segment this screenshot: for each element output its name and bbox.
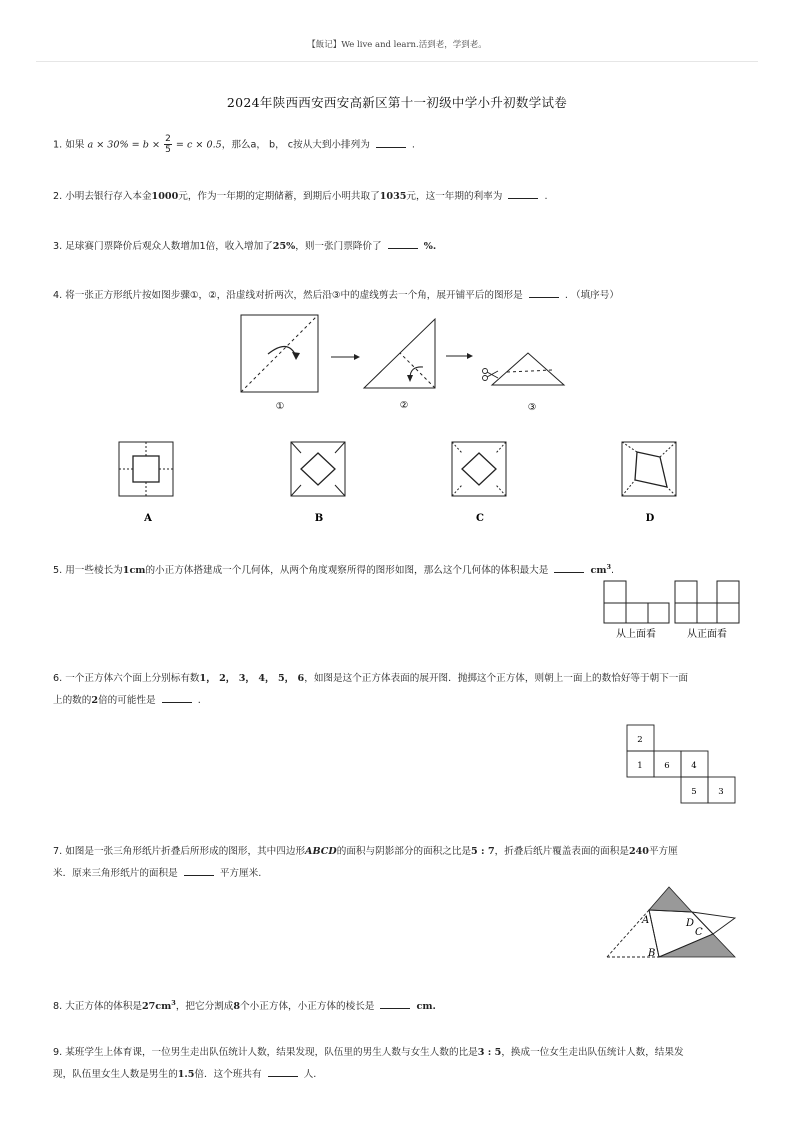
question-7-line-1 [53,841,743,863]
step2-fold-line [400,353,435,388]
net-label-3: 3 [718,787,724,797]
question-1 [53,134,743,157]
q3-answer-blank[interactable] [388,239,418,249]
step2-arrowhead [407,375,413,382]
q5-v1: 1cm [122,565,146,577]
q7-line1-mid: 的面积与阴影部分的面积之比是 [336,846,472,857]
q8-v1: 27cm [141,1001,172,1013]
option-b-label[interactable]: B [314,513,324,524]
question-2 [53,186,743,208]
question-4 [53,285,743,307]
q3-tail: ，则一张门票降价了 [295,241,382,252]
point-c-label: C [695,927,703,938]
q2-answer-blank[interactable] [508,189,538,199]
q5-answer-blank[interactable] [554,563,584,573]
q1-answer-blank[interactable] [376,138,406,148]
step1-arrowhead [292,352,300,360]
q6-cube-net-figure [620,720,740,808]
q7-area: 240 [628,846,649,857]
q1-end: . [411,139,415,151]
step-arrow-2-head [467,353,473,359]
q2-pre: 2. 小明去银行存入本金 [53,191,152,202]
page-title: 2024年陕西西安西安高新区第十一初级中学小升初数学试卷 [226,95,568,110]
q6-v2: 2 [91,695,99,706]
view1-label: 从上面看 [616,629,656,640]
q1-tail: ，那么a， b， c按从大到小排列为 [221,139,370,151]
header-rule [36,61,758,62]
question-9-line-1 [53,1042,743,1064]
option-d-figure[interactable] [622,442,676,496]
q4-options-figure [110,435,685,530]
q6-line1-pre: 6. 一个正方体六个面上分别标有数 [53,673,200,684]
step3-triangle [492,353,564,385]
q8-answer-blank[interactable] [380,999,410,1009]
q9-v2: 1.5 [177,1069,195,1080]
q9-line1-tail: ，换成一位女生走出队伍统计人数，结果发 [501,1047,684,1058]
q8-v1-sup: 3 [171,999,176,1007]
q9-answer-blank[interactable] [268,1067,298,1077]
q3-v1: 25% [272,241,296,252]
net-label-6: 6 [664,761,670,771]
step1-fold-line [241,315,318,392]
q6-line2-tail: 倍的可能性是 [98,695,156,706]
q6-answer-blank[interactable] [162,693,192,703]
question-3 [53,236,743,258]
question-6-line-2 [53,690,743,712]
q5-unit: cm [590,565,607,577]
step2-label: ② [399,400,409,411]
q6-nums: 1， 2， 3， 4， 5， 6 [199,673,305,684]
q9-end: 人. [303,1069,317,1080]
q1-eq-a: a × 30% = b × [87,139,161,151]
option-a-figure[interactable] [119,442,173,496]
option-b-figure[interactable] [291,442,345,496]
q8-mid: ，把它分割成 [175,1001,234,1013]
shaded-top-triangle [649,887,692,912]
q4-folding-steps-figure [230,308,570,418]
q9-line1-pre: 9. 某班学生上体育课，一位男生走出队伍统计人数，结果发现，队伍里的男生人数与女生人数的比是 [53,1047,478,1058]
front-view-grid [675,581,739,623]
q9-line2-pre: 现，队伍里女生人数是男生的 [53,1069,178,1080]
q7-line2-tail: 平方厘米. [219,868,262,879]
point-d-label: D [686,918,695,929]
q4-answer-blank[interactable] [529,288,559,298]
q3-pre: 3. 足球赛门票降价后观众人数增加1倍，收入增加了 [53,241,273,252]
net-label-4: 4 [691,761,697,771]
scissors-icon [483,369,499,381]
header-note: 【飯记】We live and learn.活到老，学到老。 [307,40,487,50]
step1-fold-arrow [268,346,296,356]
q2-v2: 1035 [379,191,407,202]
point-a-label: A [642,915,650,926]
q8-pre: 8. 大正方体的体积是 [53,1001,142,1013]
q5-unit-sup: 3 [606,563,612,571]
q1-frac-den: 5 [165,145,171,155]
q1-frac-num: 2 [165,134,171,144]
q2-tail: 元，这一年期的利率为 [406,191,503,202]
net-label-1: 1 [637,761,643,771]
q8-v2: 8 [233,1001,241,1013]
q5-views-figure [600,578,745,643]
q9-ratio: 3 : 5 [477,1047,502,1058]
question-9-line-2 [53,1064,743,1086]
q7-line2-pre: 米．原来三角形纸片的面积是 [53,868,178,879]
option-a-label[interactable]: A [144,513,152,524]
question-6-line-1 [53,668,743,690]
q7-abcd: ABCD [305,846,337,857]
q7-line1-pre: 7. 如图是一张三角形纸片折叠后所形成的图形，其中四边形 [53,846,306,857]
q4-end: . （填序号） [564,290,619,301]
q9-line2-tail: 倍．这个班共有 [194,1069,262,1080]
q5-tail: 的小正方体搭建成一个几何体，从两个角度观察所得的图形如图，那么这个几何体的体积最大是 [145,565,549,577]
q2-end: . [544,191,548,202]
q1-fraction [164,134,172,155]
q1-num: 1. 如果 [53,139,85,151]
option-d-label[interactable]: D [645,513,655,524]
q6-end: . [197,695,201,706]
net-label-5: 5 [691,787,697,797]
q7-folded-triangle-figure [600,882,745,964]
question-8 [53,992,743,1018]
step3-cut-line [507,370,553,372]
option-c-label[interactable]: C [476,513,484,524]
point-b-label: B [648,948,656,959]
option-c-figure[interactable] [452,442,506,496]
q7-ratio: 5 : 7 [471,846,495,857]
q7-line1-mid2: ，折叠后纸片覆盖表面的面积是 [494,846,629,857]
step3-label: ③ [527,402,537,413]
q1-eq-b: = c × 0.5 [175,139,222,151]
q7-answer-blank[interactable] [184,866,214,876]
q2-mid: 元，作为一年期的定期储蓄，到期后小明共取了 [178,191,380,202]
top-view-grid [604,581,669,623]
step-arrow-1-head [354,354,360,360]
q8-end: cm. [416,1001,436,1013]
q6-line2-pre: 上的数的 [53,695,92,706]
view2-label: 从正面看 [687,629,727,640]
q2-v1: 1000 [151,191,179,202]
net-label-2: 2 [637,735,643,745]
q7-line1-tail: 平方厘 [648,846,678,857]
q5-end: . [611,565,615,577]
q8-tail: 个小正方体，小正方体的棱长是 [240,1001,375,1013]
q3-end: %. [423,241,437,252]
q6-line1-tail: ，如图是这个正方体表面的展开图．抛掷这个正方体，则朝上一面上的数恰好等于朝下一面 [304,673,688,684]
q4-text: 4. 将一张正方形纸片按如图步骤①，②，沿虚线对折两次，然后沿③中的虚线剪去一个角，展开铺平后的图形是 [53,290,523,301]
step1-label: ① [275,401,285,412]
q5-pre: 5. 用一些棱长为 [53,565,123,577]
